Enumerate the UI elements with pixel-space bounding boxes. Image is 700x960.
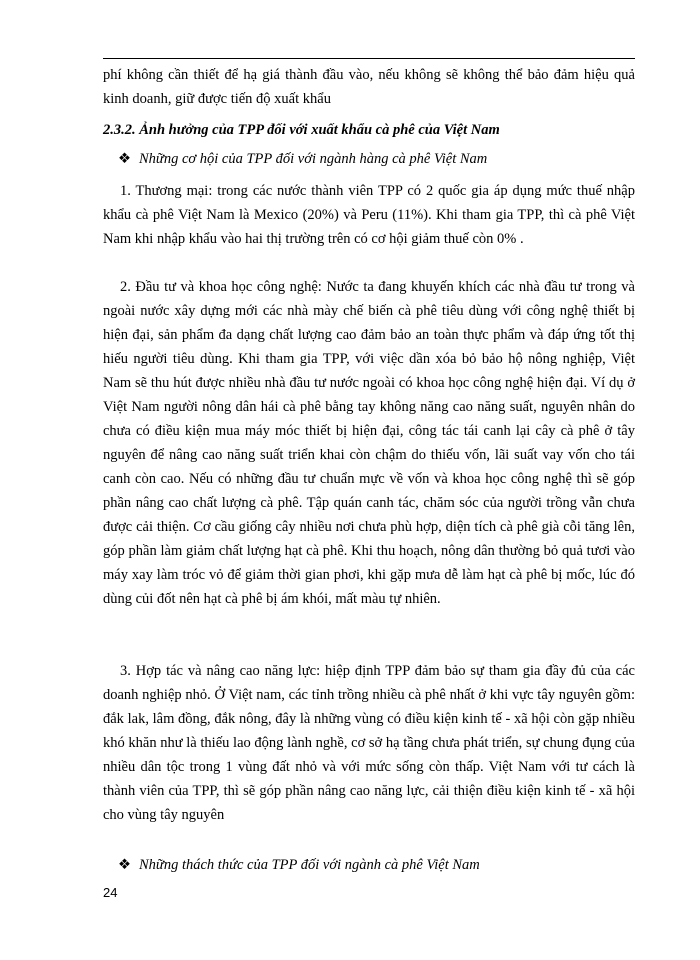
header-rule [103,58,635,59]
page-number: 24 [103,885,118,900]
section-heading: 2.3.2. Ảnh hưởng của TPP đối với xuất khẩu cà phê của Việt Nam [103,122,500,138]
diamond-bullet-icon: ❖ [118,151,131,167]
opportunities-bullet [118,147,635,171]
paragraph-cooperation-capacity: 3. Hợp tác và nâng cao năng lực: hiệp định TPP đảm bảo sự tham gia đầy đủ của các doanh nghiệp nhỏ. Ở Việt nam, các tỉnh trồng nhiều cà phê nhất ở khi vực tây nguyên gồm: đắk lak, lâm đồng, đắk nông, đây là những vùng có điều kiện kinh tế - xã hội còn gặp nhiều khó khăn như là thiếu lao động lành nghề, cơ sở hạ tầng chưa phát triển, sự chung đụng của nhiều dân tộc trong 1 vùng đất nhỏ và với mức sống còn thấp. Việt Nam với tư cách là thành viên của TPP, thì sẽ góp phần nâng cao năng lực, cải thiện điều kiện kinh tế - xã hội cho vùng tây nguyên [103,663,635,823]
paragraph-trade: 1. Thương mại: trong các nước thành viên TPP có 2 quốc gia áp dụng mức thuế nhập khẩu cà phê Việt Nam là Mexico (20%) và Peru (11%). Khi tham gia TPP, thì cà phê Việt Nam khi nhập khẩu vào hai thị trường trên có cơ hội giảm thuế còn 0% . [103,183,635,247]
challenges-bullet [118,853,635,877]
intro-paragraph: phí không cần thiết để hạ giá thành đầu vào, nếu không sẽ không thể bảo đảm hiệu quả kinh doanh, giữ được tiến độ xuất khẩu [103,67,635,107]
paragraph-investment-technology: 2. Đầu tư và khoa học công nghệ: Nước ta đang khuyến khích các nhà đầu tư trong và ngoài nước xây dựng mới các nhà mày chế biến cà phê tiêu dùng với công nghệ thiết bị hiện đại, sản phẩm đa dạng chất lượng cao đảm bảo an toàn thực phẩm và đáp ứng tốt thị hiếu người tiêu dùng. Khi tham gia TPP, với việc dần xóa bỏ bảo hộ nông nghiệp, Việt Nam sẽ thu hút được nhiều nhà đầu tư nước ngoài có khoa học công nghệ hiện đại. Ví dụ ở Việt Nam người nông dân hái cà phê bằng tay không năng cao năng suất, nguyên nhân do chưa có điều kiện mua máy móc thiết bị hiện đại, công tác tái canh lại cây cà phê ở tây nguyên để nâng cao năng suất triển khai còn chậm do thiếu vốn, lãi suất vay vốn cho tái canh còn cao. Nếu có những đầu tư chuẩn mực về vốn và khoa học công nghệ thì sẽ góp phần nâng cao chất lượng cà phê. Tập quán canh tác, chăm sóc của người trồng vẫn chưa được cải thiện. Cơ cầu giống cây nhiều nơi chưa phù hợp, diện tích cà phê già cỗi tăng lên, góp phần làm giảm chất lượng hạt cà phê. Khi thu hoạch, nông dân thường bỏ quả tươi vào máy xay làm tróc vỏ để giảm thời gian phơi, khi gặp mưa dễ làm hạt cà phê bị mốc, lúc đó dùng củi đốt nên hạt cà phê bị ám khói, mất màu tự nhiên. [103,279,635,607]
challenges-title: Những thách thức của TPP đối với ngành cà phê Việt Nam [139,857,480,873]
opportunities-title: Những cơ hội của TPP đối với ngành hàng cà phê Việt Nam [139,151,488,167]
diamond-bullet-icon: ❖ [118,857,131,873]
